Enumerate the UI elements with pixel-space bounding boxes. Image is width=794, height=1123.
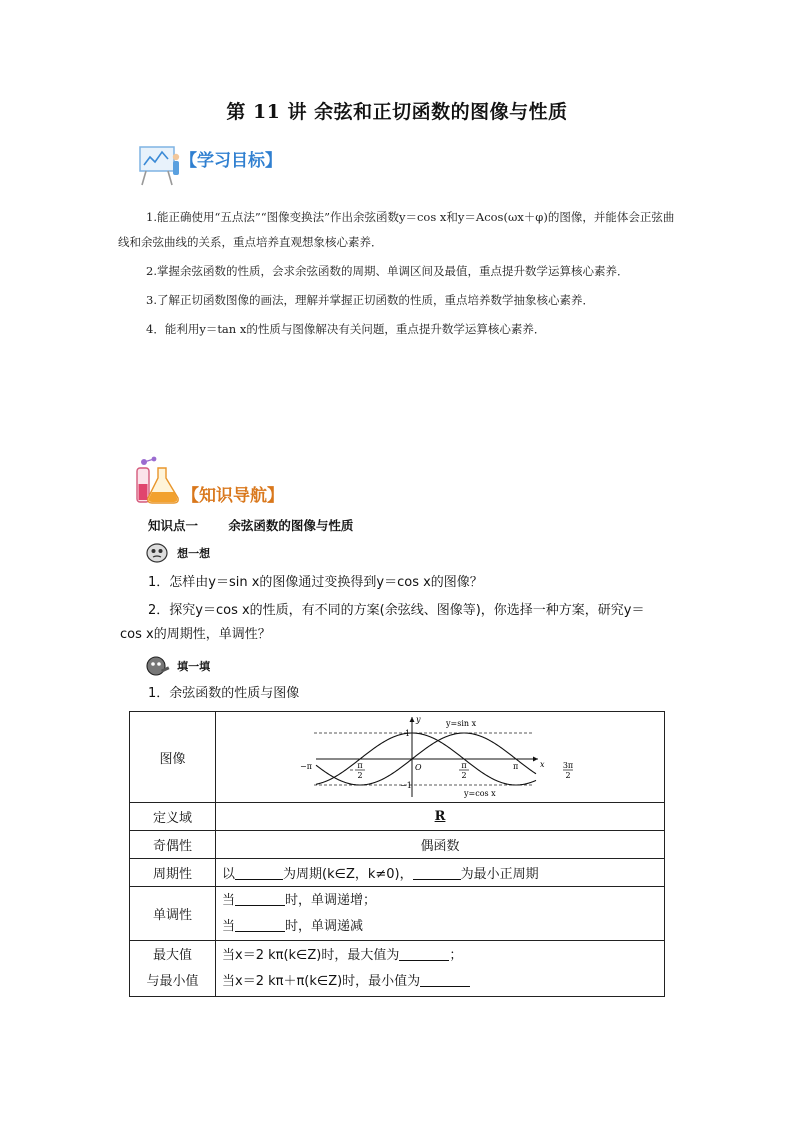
monotonicity-cell xyxy=(216,887,665,941)
x-tick-half-pi-den: 2 xyxy=(461,770,467,780)
extremes-cell xyxy=(216,941,665,997)
x-axis-label: x xyxy=(540,759,545,769)
knowledge-nav-heading: 【知识导航】 xyxy=(182,486,284,506)
period-cell xyxy=(216,859,665,887)
extremes-label: 最大值 xyxy=(152,947,192,963)
row-label-parity: 奇偶性 xyxy=(130,831,216,859)
page-title: 第 11 讲 余弦和正切函数的图像与性质 xyxy=(226,101,568,123)
x-tick-3half-pi-den: 2 xyxy=(565,770,571,780)
max-text: ； xyxy=(449,947,463,963)
min-text: 当x＝2 kπ＋π(k∈Z)时，最小值为 xyxy=(222,973,421,989)
origin-label: O xyxy=(415,762,422,772)
table-row xyxy=(130,831,665,859)
x-tick-neg-half-pi-den: 2 xyxy=(357,770,363,780)
fill-label: 填一填 xyxy=(177,659,211,673)
think-item: 1．怎样由y＝sin x的图像通过变换得到y＝cos x的图像？ xyxy=(148,575,483,590)
mono-text: 时，单调递减 xyxy=(285,918,364,934)
mono-text: 当 xyxy=(222,918,236,934)
goal-item: 1.能正确使用“五点法”“图像变换法”作出余弦函数y＝cos x和y＝Acos(ωx＋φ)的图像，并能体会正弦曲线和余弦曲线的关系，重点培养直观想象核心素养． xyxy=(118,210,675,249)
fill-blank[interactable] xyxy=(420,972,470,987)
fill-blank[interactable] xyxy=(235,891,285,906)
thinking-face-icon xyxy=(146,543,170,563)
writing-face-icon xyxy=(146,656,170,676)
goal-item: 2.掌握余弦函数的性质，会求余弦函数的周期、单调区间及最值，重点提升数学运算核心素养． xyxy=(146,264,629,278)
domain-value: R xyxy=(216,803,665,831)
teaching-board-icon xyxy=(134,141,182,189)
y-tick-1: 1 xyxy=(405,728,411,738)
row-label-image: 图像 xyxy=(130,712,216,803)
period-text: 为周期(k∈Z，k≠0)， xyxy=(283,867,413,882)
learning-goals-heading: 【学习目标】 xyxy=(180,151,282,171)
period-text: 以 xyxy=(222,867,236,882)
cosine-label: y=cos x xyxy=(464,788,496,798)
flask-icon xyxy=(132,456,182,506)
table-row xyxy=(130,803,665,831)
goal-item: 4．能利用y＝tan x的性质与图像解决有关问题，重点提升数学运算核心素养． xyxy=(146,322,546,336)
fill-blank[interactable] xyxy=(235,865,283,880)
sine-cosine-graph xyxy=(224,713,664,802)
x-tick-neg-pi: −π xyxy=(300,761,312,771)
table-row xyxy=(130,859,665,887)
y-axis-arrow xyxy=(410,717,415,722)
fill-blank[interactable] xyxy=(399,946,449,961)
cosine-properties-table xyxy=(129,711,665,997)
goal-item: 3.了解正切函数图像的画法，理解并掌握正切函数的性质，重点培养数学抽象核心素养． xyxy=(146,293,594,307)
period-text: 为最小正周期 xyxy=(460,867,539,882)
think-item: 2．探究y＝cos x的性质，有不同的方案(余弦线、图像等)，你选择一种方案，研究y＝ xyxy=(148,603,645,618)
mono-text: 当 xyxy=(222,892,236,908)
think-block xyxy=(146,542,210,564)
table-row xyxy=(130,712,665,803)
extremes-label: 与最小值 xyxy=(146,973,199,989)
kp-title: 余弦函数的图像与性质 xyxy=(228,518,354,533)
think-label: 想一想 xyxy=(177,546,211,560)
row-label-period: 周期性 xyxy=(130,859,216,887)
row-label-monotonicity: 单调性 xyxy=(130,887,216,941)
sine-label: y=sin x xyxy=(446,718,477,728)
mono-text: 时，单调递增； xyxy=(285,892,377,908)
parity-value: 偶函数 xyxy=(216,831,665,859)
fill-item: 1．余弦函数的性质与图像 xyxy=(148,686,300,701)
learning-goals xyxy=(118,205,678,342)
y-axis-label: y xyxy=(416,714,421,724)
table-row xyxy=(130,941,665,997)
table-row xyxy=(130,887,665,941)
think-item: cos x的周期性，单调性？ xyxy=(120,627,271,642)
fill-blank[interactable] xyxy=(413,865,461,880)
graph-cell xyxy=(216,712,665,803)
y-tick-neg1: −1 xyxy=(400,780,412,790)
x-axis-arrow xyxy=(533,756,538,761)
x-tick-3half-pi-num: 3π xyxy=(562,760,574,770)
kp-label: 知识点一 xyxy=(148,518,199,533)
row-label-domain: 定义域 xyxy=(130,803,216,831)
row-label-extremes xyxy=(130,941,216,997)
x-tick-pi: π xyxy=(513,761,519,771)
max-text: 当x＝2 kπ(k∈Z)时，最大值为 xyxy=(222,947,400,963)
knowledge-point-title xyxy=(148,516,353,534)
x-tick-half-pi-num: π xyxy=(461,760,467,770)
x-tick-neg-half-pi-num: π xyxy=(357,760,363,770)
fill-blank[interactable] xyxy=(235,917,285,932)
fill-block xyxy=(146,655,210,677)
